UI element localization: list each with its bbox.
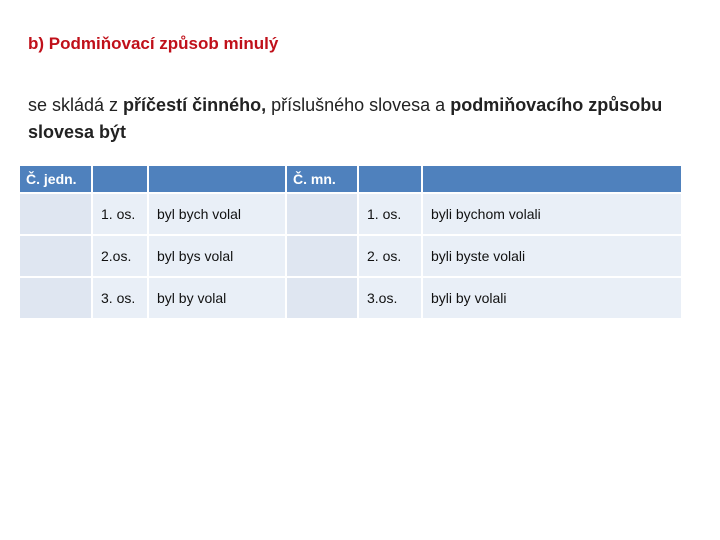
intro-text <box>28 92 698 146</box>
intro-part-1: se skládá z <box>28 95 124 115</box>
plural-person: 1. os. <box>358 193 422 235</box>
singular-person: 2.os. <box>92 235 148 277</box>
table-header-row <box>20 166 682 193</box>
empty-cell <box>286 235 358 277</box>
plural-form: byli bychom volali <box>422 193 682 235</box>
header-singular: Č. jedn. <box>20 166 92 193</box>
empty-cell <box>286 193 358 235</box>
singular-person: 3. os. <box>92 277 148 319</box>
singular-form: byl bych volal <box>148 193 286 235</box>
intro-part-2: příslušného slovesa a <box>266 95 451 115</box>
intro-bold-1: příčestí činného, <box>123 95 267 115</box>
intro-bold-2: podmiňovacího způsobu slovesa být <box>28 95 663 142</box>
header-cell <box>148 166 286 193</box>
table-row <box>20 235 682 277</box>
table-row <box>20 277 682 319</box>
header-plural: Č. mn. <box>286 166 358 193</box>
plural-person: 2. os. <box>358 235 422 277</box>
empty-cell <box>20 235 92 277</box>
empty-cell <box>286 277 358 319</box>
plural-form: byli byste volali <box>422 235 682 277</box>
slide-title: b) Podmiňovací způsob minulý <box>28 34 279 53</box>
header-cell <box>358 166 422 193</box>
singular-form: byl by volal <box>148 277 286 319</box>
header-cell <box>92 166 148 193</box>
header-cell <box>422 166 682 193</box>
empty-cell <box>20 277 92 319</box>
plural-form: byli by volali <box>422 277 682 319</box>
table-row <box>20 193 682 235</box>
empty-cell <box>20 193 92 235</box>
singular-form: byl bys volal <box>148 235 286 277</box>
singular-person: 1. os. <box>92 193 148 235</box>
conjugation-table <box>20 166 683 320</box>
plural-person: 3.os. <box>358 277 422 319</box>
